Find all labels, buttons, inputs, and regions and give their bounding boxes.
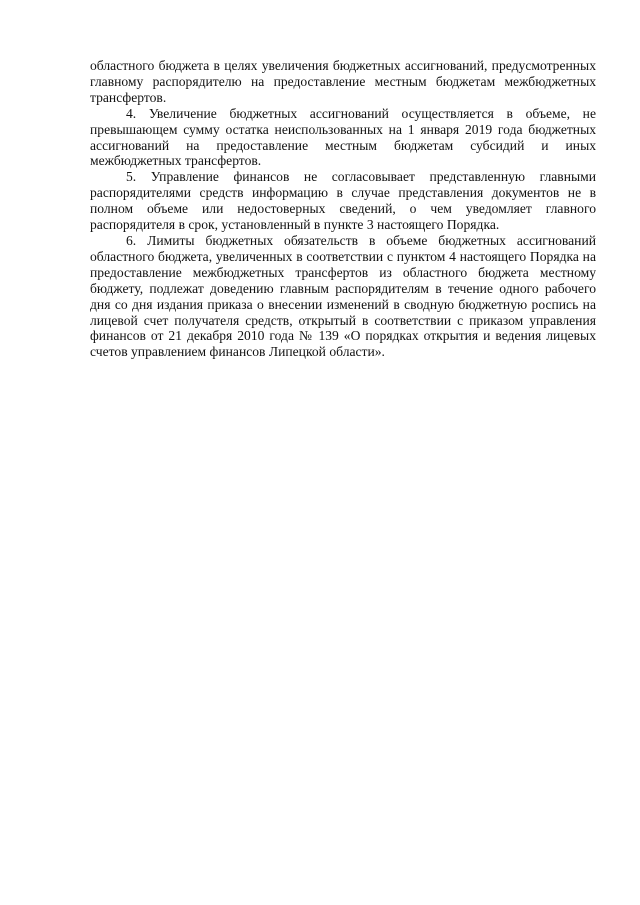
document-body — [90, 58, 596, 360]
paragraph-item-4: 4. Увеличение бюджетных ассигнований осуществляется в объеме, не превышающем сумму остатка неиспользованных на 1 января 2019 года бюджетных ассигнований на предоставление местным бюджетам субсидий и иных межбюджетных трансфертов. — [90, 105, 596, 169]
paragraph-item-6: 6. Лимиты бюджетных обязательств в объеме бюджетных ассигнований областного бюджета, увеличенных в соответствии с пунктом 4 настоящего Порядка на предоставление межбюджетных трансфертов из областного бюджета местному бюджету, подлежат доведению главным распорядителям в течение одного рабочего дня со дня издания приказа о внесении изменений в сводную бюджетную роспись на лицевой счет получателя средств, открытый в соответствии с приказом управления финансов от 21 декабря 2010 года № 139 «О порядках открытия и ведения лицевых счетов управлением финансов Липецкой области». — [90, 232, 596, 360]
paragraph-item-5: 5. Управление финансов не согласовывает представленную главными распорядителями средств информацию в случае представления документов не в полном объеме или недостоверных сведений, о чем уведомляет главного распорядителя в срок, установленный в пункте 3 настоящего Порядка. — [90, 169, 596, 233]
paragraph-continuation: областного бюджета в целях увеличения бюджетных ассигнований, предусмотренных главному распорядителю на предоставление местным бюджетам межбюджетных трансфертов. — [90, 58, 596, 105]
